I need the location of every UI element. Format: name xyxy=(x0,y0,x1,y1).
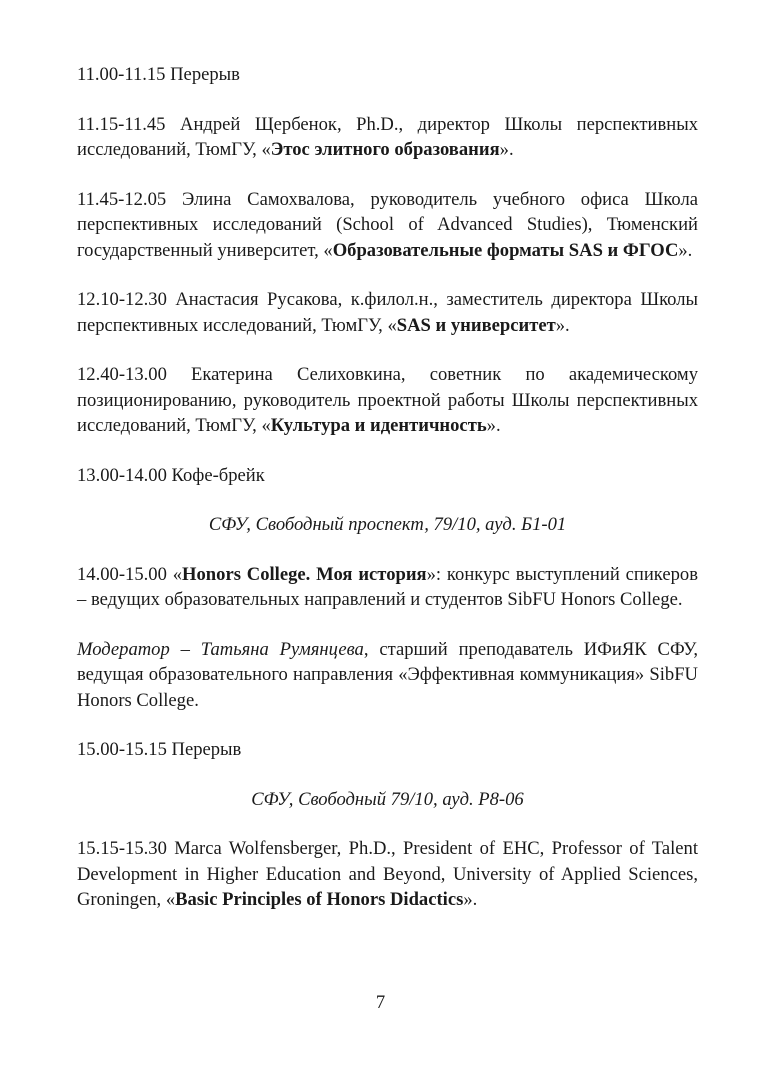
entry-speaker: Андрей Щербенок, Ph.D., директор Школы перспективных исследований, ТюмГУ, « xyxy=(77,113,698,160)
schedule-entry-rusakova xyxy=(77,287,698,338)
entry-time: 11.00-11.15 xyxy=(77,64,166,85)
talk-title: Honors College. Моя история xyxy=(182,563,427,585)
schedule-entry-samokhvalova xyxy=(77,187,698,264)
moderator-role: Модератор – Татьяна Румянцева xyxy=(77,638,364,660)
schedule-entry-wolfensberger xyxy=(77,836,698,913)
entry-pre: « xyxy=(166,563,183,585)
schedule-entry-coffee-break xyxy=(77,463,698,489)
entry-time: 13.00-14.00 xyxy=(77,464,167,486)
entry-speaker: Элина Самохвалова, руководитель учебного офиса Школа перспективных исследований (School of Advanced Studies), Тюменский государственный университет, « xyxy=(77,188,698,261)
talk-title: SAS и университет xyxy=(396,314,556,336)
entry-post: »: конкурс выступлений спикеров – ведущих образовательных направлений и студентов SibFU Honors College. xyxy=(77,563,698,610)
entry-time: 11.15-11.45 xyxy=(77,113,166,135)
entry-text: Перерыв xyxy=(166,739,242,760)
entry-time: 12.10-12.30 xyxy=(77,289,167,310)
entry-post: ». xyxy=(555,314,570,336)
entry-time: 14.00-15.00 xyxy=(77,563,167,585)
entry-time: 11.45-12.05 xyxy=(77,188,167,210)
entry-time: 15.00-15.15 xyxy=(77,739,167,760)
entry-speaker: Marca Wolfensberger, Ph.D., President of EHC, Professor of Talent Development in Higher Education and Beyond, University of Applied Sciences, Groningen, « xyxy=(77,838,698,910)
program-content xyxy=(77,62,698,913)
venue-heading-2: СФУ, Свободный 79/10, ауд. Р8-06 xyxy=(251,788,524,810)
entry-post: ». xyxy=(486,415,501,436)
schedule-entry-shcherbenok xyxy=(77,112,698,163)
entry-text: Кофе-брейк xyxy=(166,464,265,486)
page-number: 7 xyxy=(375,992,386,1013)
talk-title: Basic Principles of Honors Didactics xyxy=(175,889,464,910)
schedule-entry-break-1 xyxy=(77,62,698,88)
venue-heading-1: СФУ, Свободный проспект, 79/10, ауд. Б1-01 xyxy=(208,514,567,535)
moderator-note xyxy=(77,637,698,714)
entry-time: 12.40-13.00 xyxy=(77,364,167,385)
entry-post: ». xyxy=(463,889,478,910)
entry-post: ». xyxy=(678,239,693,261)
entry-text: Перерыв xyxy=(165,64,240,85)
schedule-entry-break-2 xyxy=(77,737,698,763)
entry-post: ». xyxy=(499,139,514,160)
entry-time: 15.15-15.30 xyxy=(77,838,167,859)
schedule-entry-honors-college xyxy=(77,562,698,613)
talk-title: Культура и идентичность xyxy=(270,415,487,436)
talk-title: Этос элитного образования xyxy=(270,139,500,160)
schedule-entry-selikhovkina xyxy=(77,362,698,439)
talk-title: Образовательные форматы SAS и ФГОС xyxy=(332,239,679,261)
moderator-details: , старший преподаватель ИФиЯК СФУ, ведущая образовательного направления «Эффективная коммуникация» SibFU Honors College. xyxy=(77,638,698,711)
entry-speaker: Екатерина Селиховкина, советник по академическому позиционированию, руководитель проектной работы Школы перспективных исследований, ТюмГУ, « xyxy=(77,364,698,436)
entry-speaker: Анастасия Русакова, к.филол.н., заместитель директора Школы перспективных исследований, ТюмГУ, « xyxy=(77,289,698,336)
